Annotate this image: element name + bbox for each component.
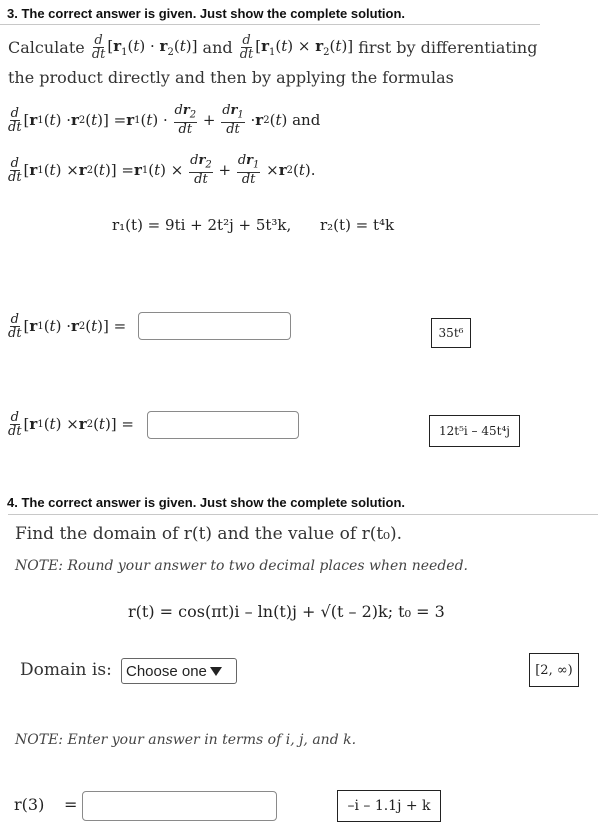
header-divider bbox=[0, 24, 540, 25]
dot-product-rule: $\frac{d}{dt}$ [ r 1 ( t ) · r 2 ( t )] = r 1 ( t ) · $\frac{dr_2}{dt}$ + $\frac{dr_1}{dt}$ · r 2 ( t ) and bbox=[8, 103, 321, 137]
cross-product-prompt: $\frac{d}{dt}$ [ r 1 ( t ) × r 2 ( t )] = bbox=[8, 409, 134, 439]
r3-answer: –i – 1.1j + k bbox=[337, 790, 441, 822]
first-text: first by differentiating bbox=[358, 37, 538, 57]
cross-product-rule: $\frac{d}{dt}$ [ r 1 ( t ) × r 2 ( t )] = r 1 ( t ) × $\frac{dr_2}{dt}$ + $\frac{dr_1}{dt}$ × r 2 ( t ). bbox=[8, 153, 316, 187]
cross-product-expr: $[r_1(t) \times r_2(t)]$ bbox=[255, 36, 354, 58]
chevron-down-icon bbox=[210, 667, 222, 676]
calculate-word: Calculate bbox=[8, 37, 85, 57]
dot-product-input[interactable] bbox=[138, 312, 291, 340]
problem3-instruction-line1 bbox=[8, 30, 537, 64]
cross-product-answer: 12t⁵i – 45t⁴j bbox=[429, 415, 520, 447]
r1-definition: r₁(t) = 9ti + 2t²j + 5t³k, bbox=[112, 216, 292, 234]
domain-select[interactable] bbox=[121, 658, 237, 684]
r3-label: r(3) bbox=[14, 795, 45, 814]
cross-product-input[interactable] bbox=[147, 411, 299, 439]
r2-definition: r₂(t) = t⁴k bbox=[320, 216, 395, 234]
dot-product-prompt: $\frac{d}{dt}$ [ r 1 ( t ) · r 2 ( t )] = bbox=[8, 311, 127, 341]
rounding-note: NOTE: Round your answer to two decimal places when needed. bbox=[15, 558, 468, 574]
vector-function: r(t) = cos(πt)i – ln(t)j + √(t – 2)k; t₀ = 3 bbox=[128, 602, 445, 621]
problem4-intro: Find the domain of r(t) and the value of r(t₀). bbox=[15, 524, 403, 544]
dot-product-answer: 35t⁶ bbox=[431, 318, 471, 348]
and-word: and bbox=[202, 37, 233, 57]
formula-and-word: and bbox=[292, 111, 321, 129]
r3-input[interactable] bbox=[82, 791, 277, 821]
problem4-header: 4. The correct answer is given. Just show the complete solution. bbox=[7, 495, 406, 510]
r3-equals: = bbox=[64, 795, 78, 814]
domain-select-value: Choose one bbox=[126, 662, 207, 680]
problem3-header: 3. The correct answer is given. Just show the complete solution. bbox=[7, 6, 406, 21]
header-divider bbox=[8, 514, 598, 515]
domain-label: Domain is: bbox=[20, 660, 112, 680]
domain-answer: [2, ∞) bbox=[529, 653, 579, 687]
d-dt-operator: $\frac{d}{dt}$ bbox=[91, 32, 106, 62]
ijk-note: NOTE: Enter your answer in terms of i, j, and k. bbox=[15, 732, 357, 748]
problem3-instruction-line2: the product directly and then by applying the formulas bbox=[8, 68, 454, 87]
d-dt-operator: $\frac{d}{dt}$ bbox=[239, 32, 254, 62]
dot-product-expr: $[r_1(t) \cdot r_2(t)]$ bbox=[107, 36, 198, 58]
